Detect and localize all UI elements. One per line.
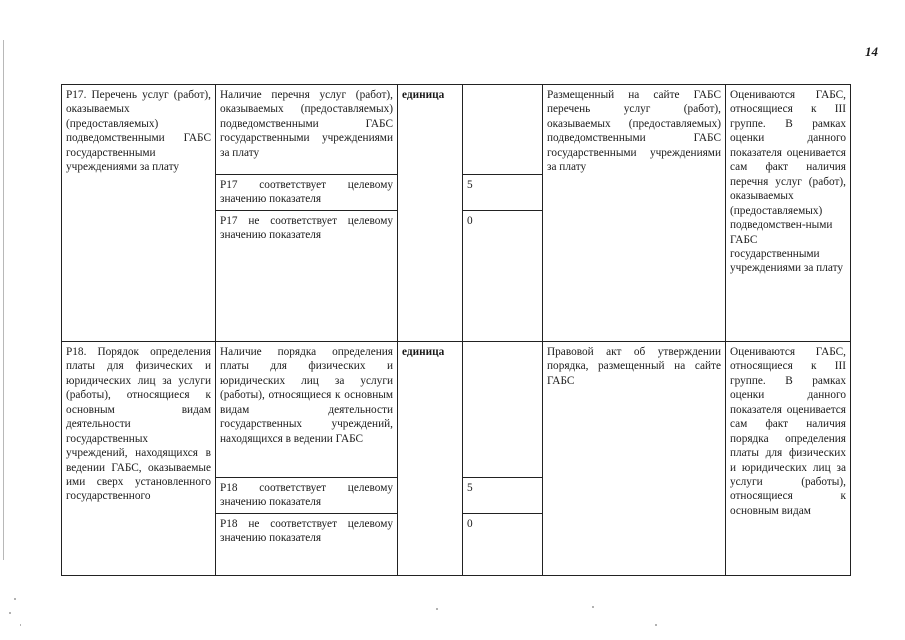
criterion-cell-p18: Наличие порядка определения платы для физических и юридических лиц за услуги (работы), относящиеся к основным видам деятельности государственных учреждений, находящихся в ведении ГАБС	[216, 341, 398, 477]
scan-speck	[14, 598, 16, 600]
option-yes-cell-p17: Р17 соответствует целевому значению показателя	[216, 175, 398, 211]
option-no-cell-p18: Р18 не соответствует целевому значению показателя	[216, 513, 398, 575]
comment-cell-p18: Оцениваются ГАБС, относящиеся к III группе. В рамках оценки данного показателя оценивается сам факт наличия порядка определения платы для физических и юридических лиц за услуги (работы), относящиеся к основным видам	[726, 341, 851, 575]
unit-cell-p17: единица	[398, 85, 463, 342]
option-yes-cell-p18: Р18 соответствует целевому значению показателя	[216, 477, 398, 513]
indicator-cell-p18: Р18. Порядок определения платы для физических и юридических лиц за услуги (работы), относящиеся к основным видам деятельности государственных учреждений, находящихся в ведении ГАБС, оказываемые ими сверх установленного государственного	[62, 341, 216, 575]
score-yes-cell-p18: 5	[463, 477, 543, 513]
score-no-cell-p18: 0	[463, 513, 543, 575]
table-row-p17	[62, 85, 851, 175]
scan-speck	[436, 608, 438, 610]
criteria-table	[61, 84, 851, 576]
score-no-cell-p17: 0	[463, 210, 543, 341]
score-header-cell-p17	[463, 85, 543, 175]
indicator-cell-p17: Р17. Перечень услуг (работ), оказываемых (предоставляемых) подведомственными ГАБС государственными учреждениями за плату	[62, 85, 216, 342]
criterion-cell-p17: Наличие перечня услуг (работ), оказываемых (предоставляемых) подведомственными ГАБС государственными учреждениями за плату	[216, 85, 398, 175]
unit-cell-p18: единица	[398, 341, 463, 575]
scan-speck	[655, 624, 657, 626]
scan-speck	[592, 606, 594, 608]
source-cell-p17: Размещенный на сайте ГАБС перечень услуг (работ), оказываемых (предоставляемых) подведомственными ГАБС государственными учреждениями за плату	[543, 85, 726, 342]
comment-cell-p17: Оцениваются ГАБС, относящиеся к III группе. В рамках оценки данного показателя оценивается сам факт наличия перечня услуг (работ), оказываемых (предоставляемых) подведомствен-ными ГАБС государственными учреждениями за плату	[726, 85, 851, 342]
scan-speck	[20, 624, 21, 626]
page-number: 14	[865, 44, 878, 59]
scan-speck	[9, 612, 11, 614]
table-row-p18	[62, 341, 851, 477]
left-margin-line	[3, 40, 4, 560]
option-no-cell-p17: Р17 не соответствует целевому значению показателя	[216, 210, 398, 341]
score-header-cell-p18	[463, 341, 543, 477]
source-cell-p18: Правовой акт об утверждении порядка, размещенный на сайте ГАБС	[543, 341, 726, 575]
score-yes-cell-p17: 5	[463, 175, 543, 211]
